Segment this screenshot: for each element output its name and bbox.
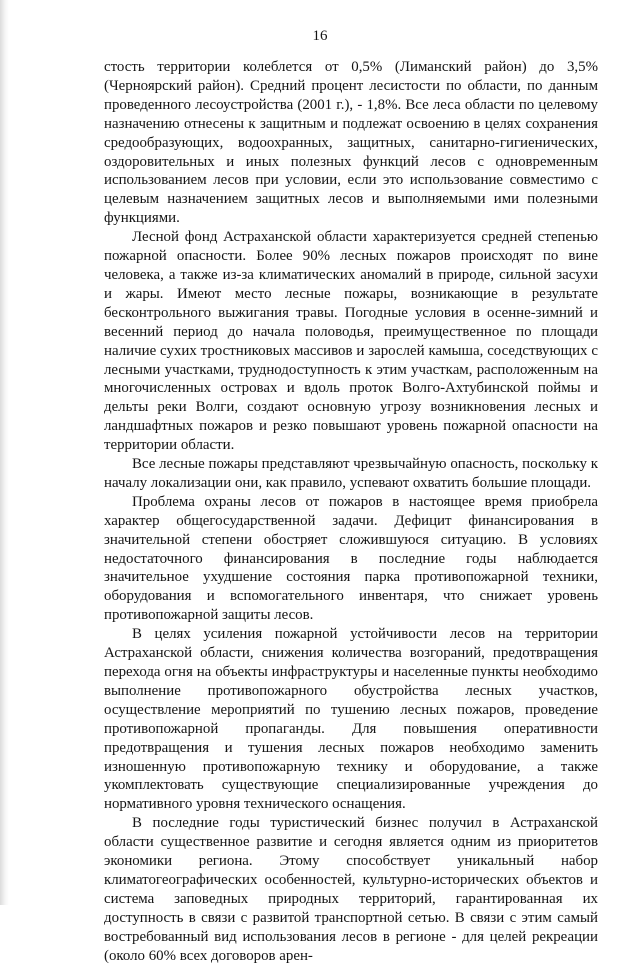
paragraph-1: стость территории колеблется от 0,5% (Лиманский район) до 3,5% (Черноярский район). Средний процент лесистости по области, по данным проведенного лесоустройства (2001 г.), - 1,8%. Все леса области по целевому назначению отнесены к защитным и подлежат освоению в целях сохранения средообразующих, водоохранных, защитных, санитарно-гигиенических, оздоровительных и иных полезных функций лесов с одновременным использованием лесов при условии, если это использование совместимо с целевым назначением защитных лесов и выполняемыми ими полезными функциями.	[104, 59, 598, 227]
scan-edge-shadow	[0, 0, 9, 905]
paragraph-2: Лесной фонд Астраханской области характеризуется средней степенью пожарной опасности. Более 90% лесных пожаров происходят по вине человека, а также из-за климатических аномалий в природе, сильной засухи и жары. Имеют место лесные пожары, возникающие в результате бесконтрольного выжигания травы. Погодные условия в осенне-зимний и весенний период до начала половодья, преимущественное по площади наличие сухих тростниковых массивов и зарослей камыша, соседствующих с лесными участками, труднодоступность к этим участкам, расположенным на многочисленных островах и вдоль проток Волго-Ахтубинской поймы и дельты реки Волги, создают основную угрозу возникновения лесных и ландшафтных пожаров и резко повышают уровень пожарной опасности на территории области.	[104, 229, 598, 454]
body-text	[104, 58, 598, 966]
paragraph-3: Все лесные пожары представляют чрезвычайную опасность, поскольку к началу локализации они, как правило, успевают охватить большие площади.	[104, 456, 598, 491]
page-number: 16	[312, 28, 328, 44]
paragraph-5: В целях усиления пожарной устойчивости лесов на территории Астраханской области, снижения количества возгораний, предотвращения перехода огня на объекты инфраструктуры и населенные пункты необходимо выполнение противопожарного обустройства лесных участков, осуществление мероприятий по тушению лесных пожаров, проведение противопожарной пропаганды. Для повышения оперативности предотвращения и тушения лесных пожаров необходимо заменить изношенную противопожарную технику и оборудование, а также укомплектовать существующие специализированные учреждения до нормативного уровня технического оснащения.	[104, 626, 598, 813]
paragraph-4: Проблема охраны лесов от пожаров в настоящее время приобрела характер общегосударственной задачи. Дефицит финансирования в значительной степени обостряет сложившуюся ситуацию. В условиях недостаточного финансирования в последние годы наблюдается значительное ухудшение состояния парка противопожарной техники, оборудования и вспомогательного инвентаря, что снижает уровень противопожарной защиты лесов.	[104, 493, 598, 624]
paragraph-6: В последние годы туристический бизнес получил в Астраханской области существенное развитие и сегодня является одним из приоритетов экономики региона. Этому способствует уникальный набор климатогеографических особенностей, культурно-исторических объектов и система заповедных природных территорий, гарантированная их доступность в связи с развитой транспортной сетью. В связи с этим самый востребованный вид использования лесов в регионе - для целей рекреации (около 60% всех договоров арен-	[104, 815, 598, 964]
